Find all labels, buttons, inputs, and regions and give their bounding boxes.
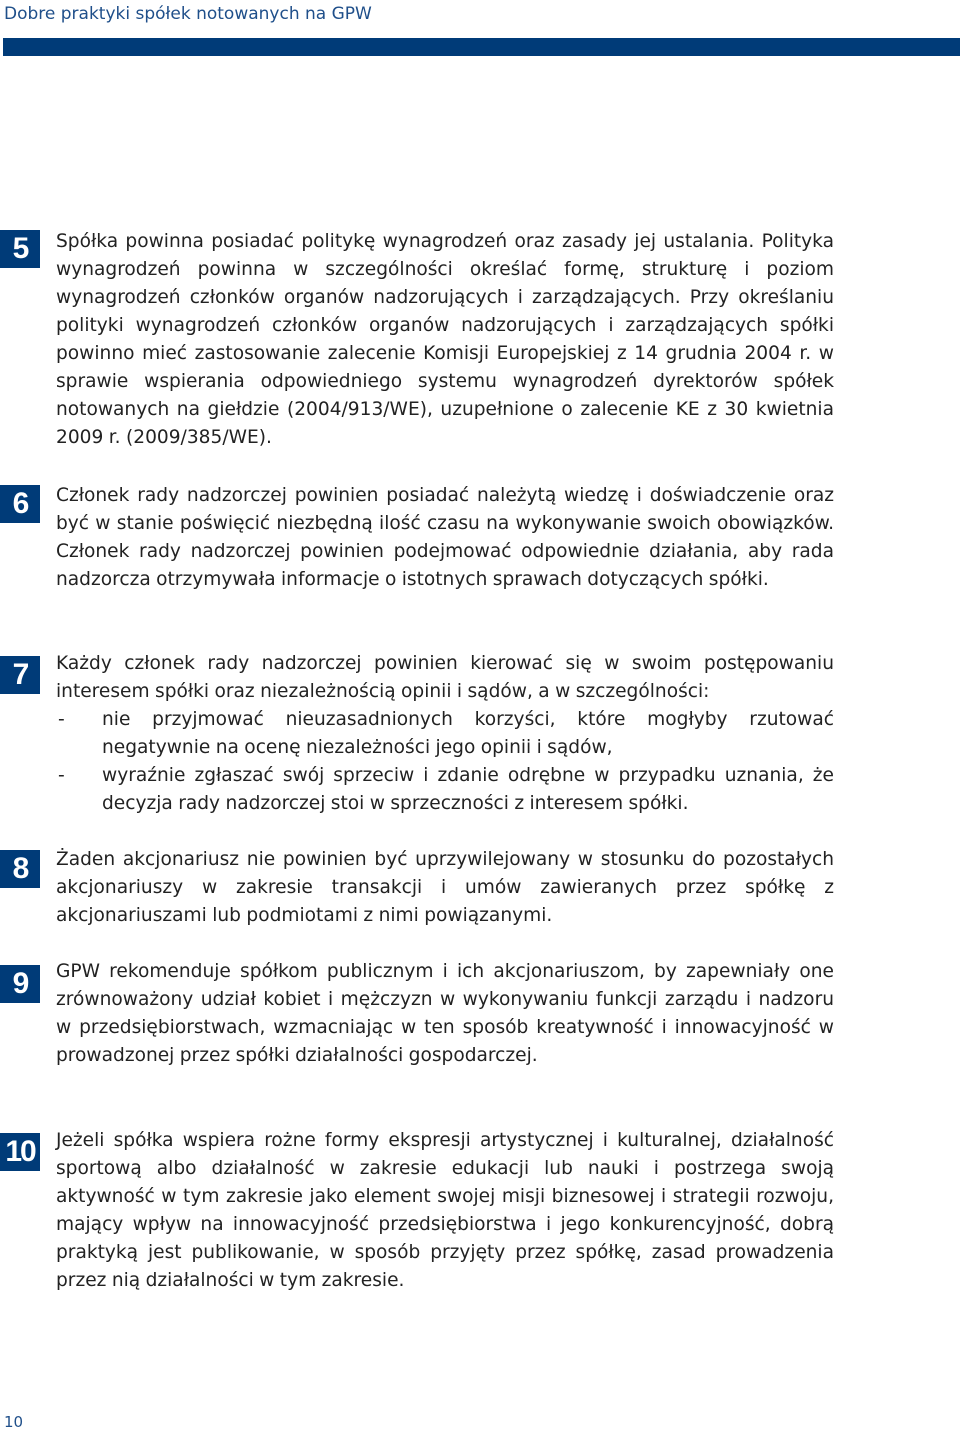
section-number-10: 10 <box>0 1133 40 1171</box>
list-item <box>56 762 834 818</box>
bullet-dash: - <box>58 765 65 786</box>
bullet-text: wyraźnie zgłaszać swój sprzeciw i zdanie odrębne w przypadku uznania, że decyzja rady nadzorczej stoi w sprzeczności z interesem spółki. <box>102 765 834 814</box>
section-text-7: Każdy członek rady nadzorczej powinien kierować się w swoim postępowaniu interesem spółki oraz niezależnością opinii i sądów, a w szczególności: <box>56 653 834 702</box>
section-number-5: 5 <box>0 230 40 268</box>
document-header-title: Dobre praktyki spółek notowanych na GPW <box>4 4 372 24</box>
section-text-9: GPW rekomenduje spółkom publicznym i ich akcjonariuszom, by zapewniały one zrównoważony udział kobiet i mężczyzn w wykonywaniu funkcji zarządu i nadzoru w przedsiębiorstwach, wzmacniając w ten sposób kreatywność i innowacyjność w prowadzonej przez spółki działalności gospodarczej. <box>56 961 834 1066</box>
section-7-bullet-list <box>56 706 834 818</box>
section-number-9: 9 <box>0 965 40 1003</box>
section-number-6: 6 <box>0 485 40 523</box>
bullet-dash: - <box>58 709 65 730</box>
section-text-10: Jeżeli spółka wspiera rożne formy ekspresji artystycznej i kulturalnej, działalność sportową albo działalność w zakresie edukacji lub nauki i postrzega swoją aktywność w tym zakresie jako element swojej misji biznesowej i strategii rozwoju, mający wpływ na innowacyjność przedsiębiorstwa i jego konkurencyjność, dobrą praktyką jest publikowanie, w sposób przyjęty przez spółkę, zasad prowadzenia przez nią działalności w tym zakresie. <box>56 1130 834 1291</box>
section-number-8: 8 <box>0 850 40 888</box>
header-bar <box>3 38 960 56</box>
section-text-8: Żaden akcjonariusz nie powinien być uprzywilejowany w stosunku do pozostałych akcjonariuszy w zakresie transakcji i umów zawieranych przez spółkę z akcjonariuszami lub podmiotami z nimi powiązanymi. <box>56 849 834 926</box>
section-block-7 <box>56 650 834 818</box>
section-text-6: Członek rady nadzorczej powinien posiadać należytą wiedzę i doświadczenie oraz być w stanie poświęcić niezbędną ilość czasu na wykonywanie swoich obowiązków. Członek rady nadzorczej powinien podejmować odpowiednie działania, aby rada nadzorcza otrzymywała informacje o istotnych sprawach dotyczących spółki. <box>56 485 834 590</box>
page-number: 10 <box>4 1413 24 1431</box>
section-text-5: Spółka powinna posiadać politykę wynagrodzeń oraz zasady jej ustalania. Polityka wynagrodzeń powinna w szczególności określać formę, strukturę i poziom wynagrodzeń członków organów nadzorujących i zarządzających. Przy określaniu polityki wynagrodzeń członków organów nadzorujących i zarządzających spółki powinno mieć zastosowanie zalecenie Komisji Europejskiej z 14 grudnia 2004 r. w sprawie wspierania odpowiedniego systemu wynagrodzeń dyrektorów spółek notowanych na giełdzie (2004/913/WE), uzupełnione o zalecenie KE z 30 kwietnia 2009 r. (2009/385/WE). <box>56 231 834 448</box>
section-number-7: 7 <box>0 656 40 694</box>
list-item <box>56 706 834 762</box>
bullet-text: nie przyjmować nieuzasadnionych korzyści, które mogłyby rzutować negatywnie na ocenę niezależności jego opinii i sądów, <box>102 709 834 758</box>
